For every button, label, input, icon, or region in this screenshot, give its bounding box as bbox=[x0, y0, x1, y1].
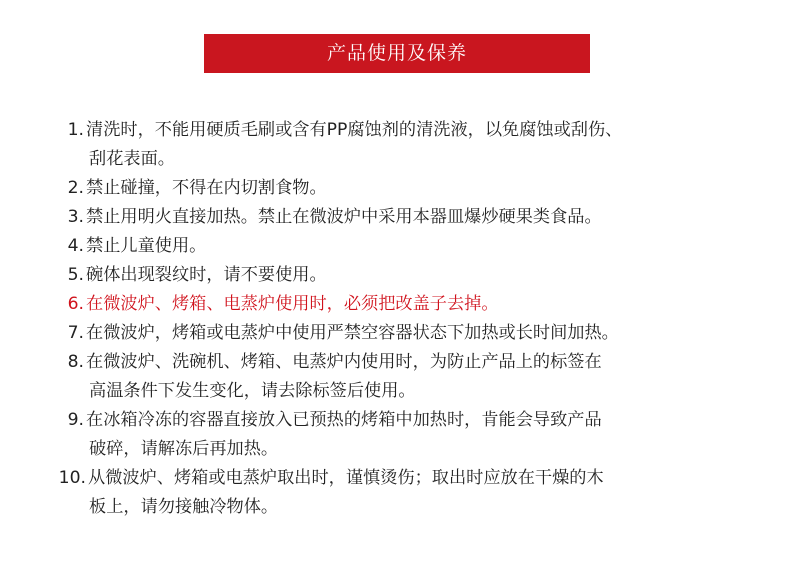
item-text: 从微波炉、烤箱或电蒸炉取出时，谨慎烫伤；取出时应放在干燥的木 bbox=[88, 468, 604, 488]
item-text-continued: 破碎，请解冻后再加热。 bbox=[89, 439, 279, 459]
item-number: 1. bbox=[67, 120, 84, 140]
item-text: 碗体出现裂纹时，请不要使用。 bbox=[86, 265, 327, 285]
item-text: 在冰箱冷冻的容器直接放入已预热的烤箱中加热时，肯能会导致产品 bbox=[86, 410, 602, 430]
list-item-6-warning bbox=[0, 290, 790, 319]
list-item-10 bbox=[0, 464, 790, 522]
list-item-4 bbox=[0, 232, 790, 261]
item-number: 5. bbox=[67, 265, 84, 285]
item-text: 禁止儿童使用。 bbox=[86, 236, 207, 256]
item-text-continued: 刮花表面。 bbox=[89, 149, 175, 169]
title-banner bbox=[204, 34, 590, 73]
item-text: 在微波炉、洗碗机、烤箱、电蒸炉内使用时，为防止产品上的标签在 bbox=[86, 352, 602, 372]
item-text: 在微波炉、烤箱、电蒸炉使用时，必须把改盖子去掉。 bbox=[86, 294, 499, 314]
list-item-7 bbox=[0, 319, 790, 348]
item-text: 清洗时，不能用硬质毛刷或含有PP腐蚀剂的清洗液，以免腐蚀或刮伤、 bbox=[86, 120, 623, 140]
item-text-continued: 板上，请勿接触冷物体。 bbox=[89, 497, 279, 517]
list-item-3 bbox=[0, 203, 790, 232]
item-number: 3. bbox=[67, 207, 84, 227]
item-text: 禁止用明火直接加热。禁止在微波炉中采用本器皿爆炒硬果类食品。 bbox=[86, 207, 602, 227]
item-number: 9. bbox=[67, 410, 84, 430]
item-text: 禁止碰撞，不得在内切割食物。 bbox=[86, 178, 327, 198]
list-item-5 bbox=[0, 261, 790, 290]
list-item-8 bbox=[0, 348, 790, 406]
page-title: 产品使用及保养 bbox=[326, 42, 467, 64]
item-text-continued: 高温条件下发生变化，请去除标签后使用。 bbox=[89, 381, 416, 401]
list-item-1 bbox=[0, 116, 790, 174]
item-number: 4. bbox=[67, 236, 84, 256]
item-number: 10. bbox=[58, 468, 86, 488]
list-item-9 bbox=[0, 406, 790, 464]
item-text: 在微波炉，烤箱或电蒸炉中使用严禁空容器状态下加热或长时间加热。 bbox=[86, 323, 619, 343]
list-item-2 bbox=[0, 174, 790, 203]
item-number: 2. bbox=[67, 178, 84, 198]
care-instructions-list bbox=[0, 116, 790, 522]
item-number: 7. bbox=[67, 323, 84, 343]
item-number: 6. bbox=[67, 294, 84, 314]
item-number: 8. bbox=[67, 352, 84, 372]
